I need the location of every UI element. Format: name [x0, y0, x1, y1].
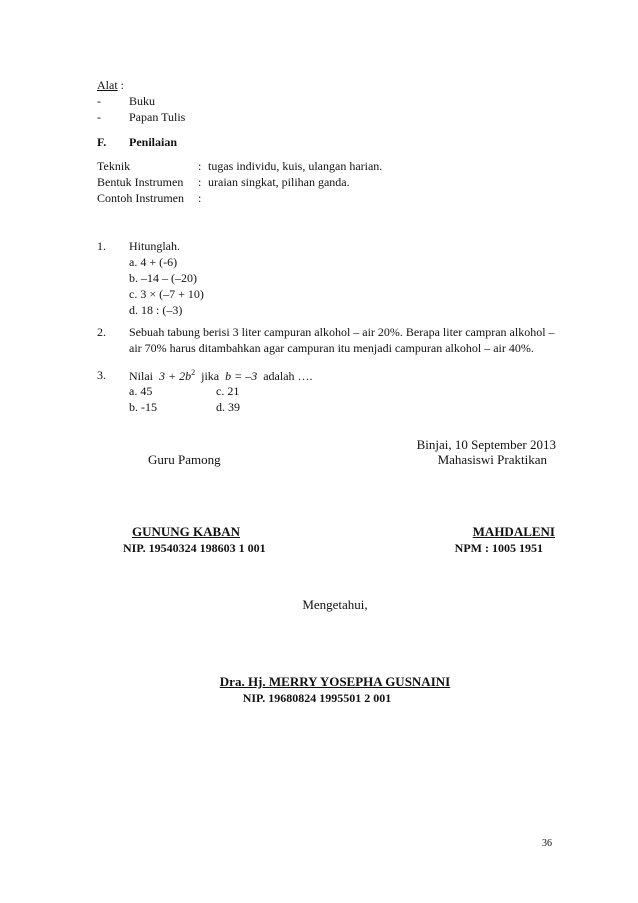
- q1-item-b: b. –14 – (–20): [129, 271, 197, 285]
- assessment-colon-2: :: [198, 175, 202, 189]
- acknowledged-label: Mengetahui,: [302, 597, 368, 612]
- q1-text: Hitunglah.: [129, 239, 180, 253]
- q3-option-d: d. 39: [216, 400, 240, 414]
- right-role: Mahasiswi Praktikan: [437, 452, 547, 467]
- left-signatory-name: GUNUNG KABAN: [132, 524, 240, 539]
- place-date: Binjai, 10 September 2013: [416, 437, 556, 452]
- right-signatory-name: MAHDALENI: [472, 524, 555, 539]
- right-signatory-id: NPM : 1005 1951: [454, 541, 543, 555]
- assessment-value-1: tugas individu, kuis, ulangan harian.: [208, 159, 383, 173]
- q2-line-1: Sebuah tabung berisi 3 liter campuran alkohol – air 20%. Berapa liter campran alkohol –: [129, 325, 555, 339]
- q1-item-c: c. 3 × (–7 + 10): [129, 287, 204, 301]
- q2-number: 2.: [97, 325, 106, 339]
- left-signatory-id: NIP. 19540324 198603 1 001: [123, 541, 266, 555]
- q2-line-2: air 70% harus ditambahkan agar campuran itu menjadi campuran alkohol – air 40%.: [129, 341, 534, 355]
- q1-item-d: d. 18 : (–3): [129, 303, 183, 317]
- tools-dash-1: -: [97, 94, 101, 108]
- q1-item-a: a. 4 + (-6): [129, 255, 178, 269]
- q3-option-a: a. 45: [129, 384, 153, 398]
- tools-heading: [97, 78, 124, 93]
- assessment-colon-3: :: [198, 191, 202, 205]
- assessment-label-3: Contoh Instrumen: [97, 191, 184, 205]
- assessment-label-1: Teknik: [97, 159, 131, 173]
- tools-colon: :: [117, 78, 125, 92]
- q3-condition: b = –3: [225, 369, 258, 383]
- q3-suffix: adalah ….: [263, 369, 313, 383]
- q3-number: 3.: [97, 368, 106, 382]
- q3-option-c: c. 21: [216, 384, 240, 398]
- q3-line: [129, 368, 313, 384]
- bottom-signatory-id: NIP. 19680824 1995501 2 001: [242, 691, 392, 705]
- q3-jika: jika: [201, 369, 220, 383]
- q1-number: 1.: [97, 239, 106, 253]
- tools-item-1: Buku: [129, 94, 156, 108]
- q3-exponent: 2: [191, 368, 196, 377]
- q3-prefix: Nilai: [129, 369, 153, 383]
- left-role: Guru Pamong: [148, 452, 221, 467]
- bottom-signatory-name: Dra. Hj. MERRY YOSEPHA GUSNAINI: [219, 674, 451, 689]
- q3-expression: 3 + 2b: [159, 369, 192, 383]
- section-f-letter: F.: [97, 135, 107, 149]
- tools-item-2: Papan Tulis: [129, 110, 186, 124]
- tools-dash-2: -: [97, 110, 101, 124]
- q3-option-b: b. -15: [129, 400, 157, 414]
- assessment-value-2: uraian singkat, pilihan ganda.: [208, 175, 350, 189]
- assessment-label-2: Bentuk Instrumen: [97, 175, 184, 189]
- assessment-colon-1: :: [198, 159, 202, 173]
- tools-label: Alat: [97, 78, 118, 92]
- page-number: 36: [542, 838, 552, 849]
- section-f-title: Penilaian: [129, 135, 178, 149]
